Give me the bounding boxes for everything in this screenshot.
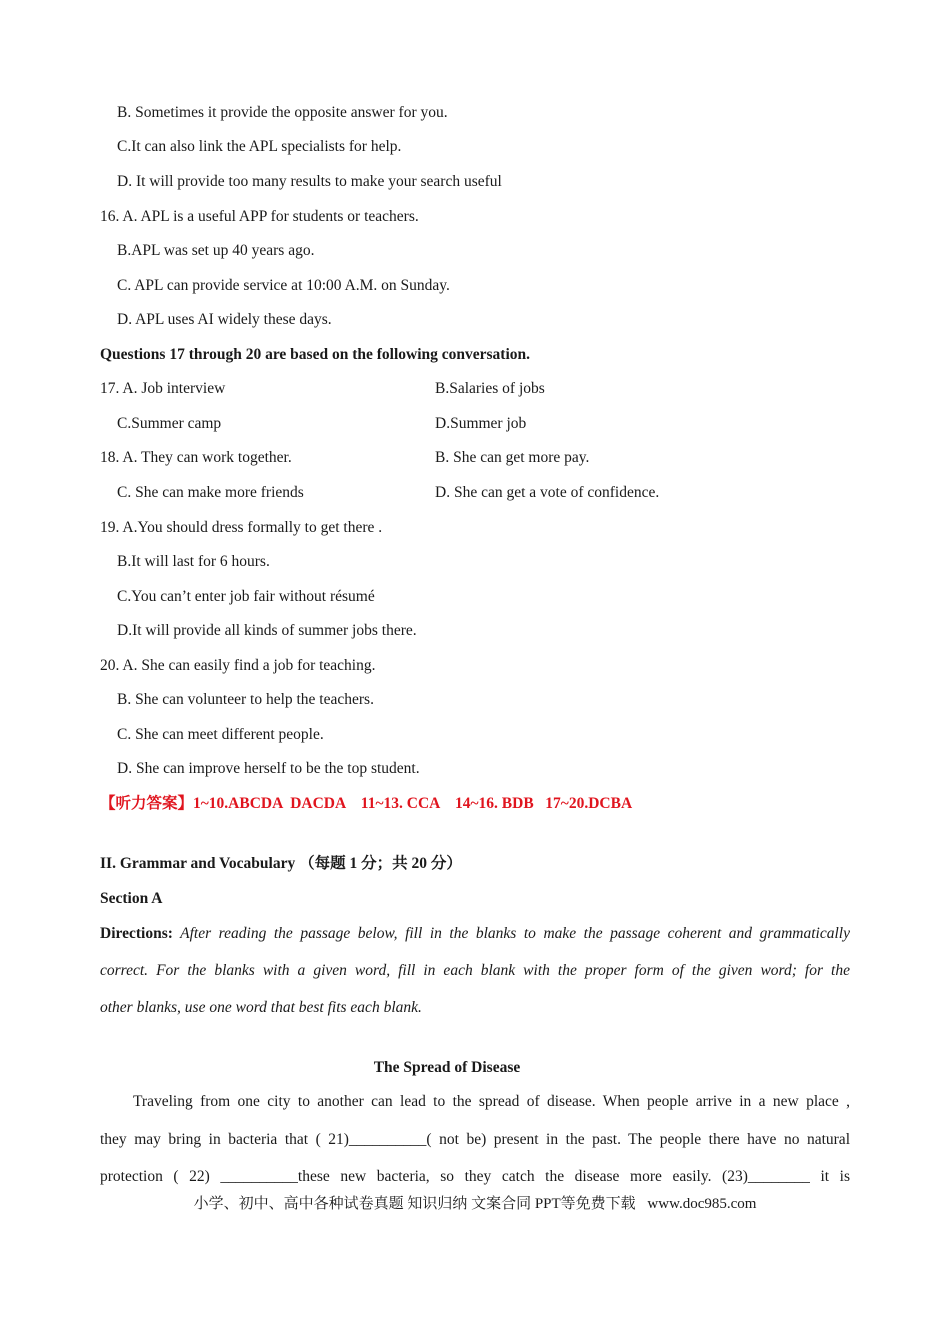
section-title: II. Grammar and Vocabulary （每题 1 分；共 20 分） xyxy=(100,855,462,872)
q18-option-a: 18. A. They can work together. xyxy=(100,449,292,466)
q15-option-b: B. Sometimes it provide the opposite answer for you. xyxy=(117,104,448,121)
q15-option-d: D. It will provide too many results to make your search useful xyxy=(117,173,502,190)
q16-option-c: C. APL can provide service at 10:00 A.M. on Sunday. xyxy=(117,277,450,294)
listening-answer-key: 【听力答案】1~10.ABCDA DACDA 11~13. CCA 14~16. BDB 17~20.DCBA xyxy=(100,795,633,812)
q20-option-b: B. She can volunteer to help the teachers. xyxy=(117,691,374,708)
q16-option-d: D. APL uses AI widely these days. xyxy=(117,311,332,328)
q18-option-b: B. She can get more pay. xyxy=(435,449,590,466)
footer-text: 小学、初中、高中各种试卷真题 知识归纳 文案合同 PPT等免费下载 xyxy=(193,1196,636,1212)
q18-option-d: D. She can get a vote of confidence. xyxy=(435,484,660,501)
passage-title: The Spread of Disease xyxy=(373,1059,521,1076)
directions-line-3: other blanks, use one word that best fits each blank. xyxy=(100,999,422,1016)
passage-line-1: Traveling from one city to another can lead to the spread of disease. When people arrive in a new place , xyxy=(133,1093,850,1110)
conversation-heading: Questions 17 through 20 are based on the following conversation. xyxy=(100,346,531,363)
q19-option-c: C.You can’t enter job fair without résumé xyxy=(117,588,375,605)
q17-option-b: B.Salaries of jobs xyxy=(435,380,545,397)
q20-option-c: C. She can meet different people. xyxy=(117,726,324,743)
footer-url[interactable]: www.doc985.com xyxy=(647,1196,757,1212)
directions-line-1 xyxy=(100,924,850,944)
q16-option-a: 16. A. APL is a useful APP for students or teachers. xyxy=(100,208,419,225)
q18-option-c: C. She can make more friends xyxy=(117,484,304,501)
section-a-heading: Section A xyxy=(100,890,163,907)
q19-option-a: 19. A.You should dress formally to get there . xyxy=(100,519,383,536)
q17-option-d: D.Summer job xyxy=(435,415,527,432)
passage-line-3: protection ( 22) __________these new bacteria, so they catch the disease more easily. (23)________ it is xyxy=(100,1168,850,1185)
q20-option-d: D. She can improve herself to be the top student. xyxy=(117,760,420,777)
q19-option-d: D.It will provide all kinds of summer jobs there. xyxy=(117,622,417,639)
q19-option-b: B.It will last for 6 hours. xyxy=(117,553,270,570)
q16-option-b: B.APL was set up 40 years ago. xyxy=(117,242,315,259)
page-footer xyxy=(0,1192,950,1213)
directions-text-1: After reading the passage below, fill in the blanks to make the passage coherent and grammatically xyxy=(172,925,850,942)
q17-option-c: C.Summer camp xyxy=(117,415,222,432)
directions-line-2: correct. For the blanks with a given word, fill in each blank with the proper form of the given word; for the xyxy=(100,962,850,979)
q20-option-a: 20. A. She can easily find a job for teaching. xyxy=(100,657,376,674)
q15-option-c: C.It can also link the APL specialists for help. xyxy=(117,138,402,155)
passage-line-2: they may bring in bacteria that ( 21)__________( not be) present in the past. The people there have no natural xyxy=(100,1131,850,1148)
directions-label: Directions: xyxy=(100,925,173,942)
q17-option-a: 17. A. Job interview xyxy=(100,380,226,397)
